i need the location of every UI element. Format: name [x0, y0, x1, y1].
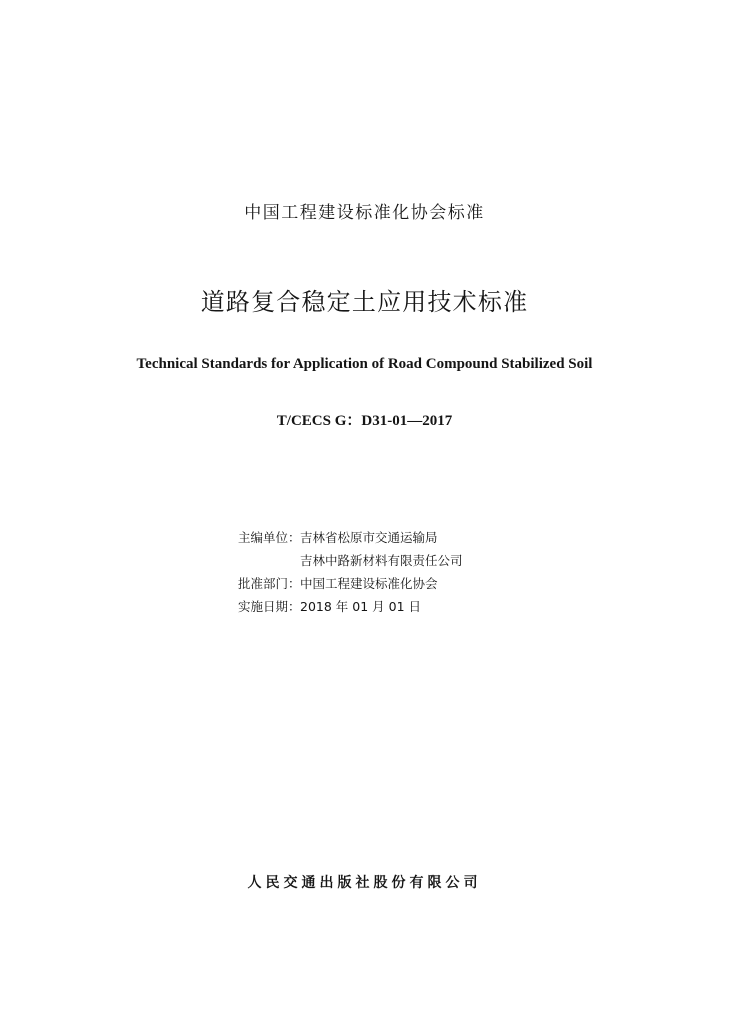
info-row-effective-date: [238, 595, 463, 618]
effective-date-value: 2018 年 01 月 01 日: [300, 599, 421, 614]
info-row-editor: [238, 526, 463, 549]
document-title-chinese: 道路复合稳定土应用技术标准: [200, 288, 529, 316]
publisher-name: 人民交通出版社股份有限公司: [247, 875, 482, 891]
standard-series-heading: 中国工程建设标准化协会标准: [244, 203, 485, 223]
editor-value-secondary: 吉林中路新材料有限责任公司: [300, 553, 463, 568]
effective-date-label: 实施日期：: [238, 599, 301, 614]
approver-value: 中国工程建设标准化协会: [300, 576, 438, 591]
publication-info-block: [238, 526, 463, 618]
document-title-english: Technical Standards for Application of Road Compound Stabilized Soil: [136, 356, 593, 372]
approver-label: 批准部门：: [238, 576, 301, 591]
editor-label: 主编单位：: [238, 530, 301, 545]
editor-value-primary: 吉林省松原市交通运输局: [300, 530, 438, 545]
info-row-approver: [238, 572, 463, 595]
standard-code: T/CECS G：D31-01—2017: [276, 413, 453, 429]
info-row-editor-continued: [238, 549, 463, 572]
